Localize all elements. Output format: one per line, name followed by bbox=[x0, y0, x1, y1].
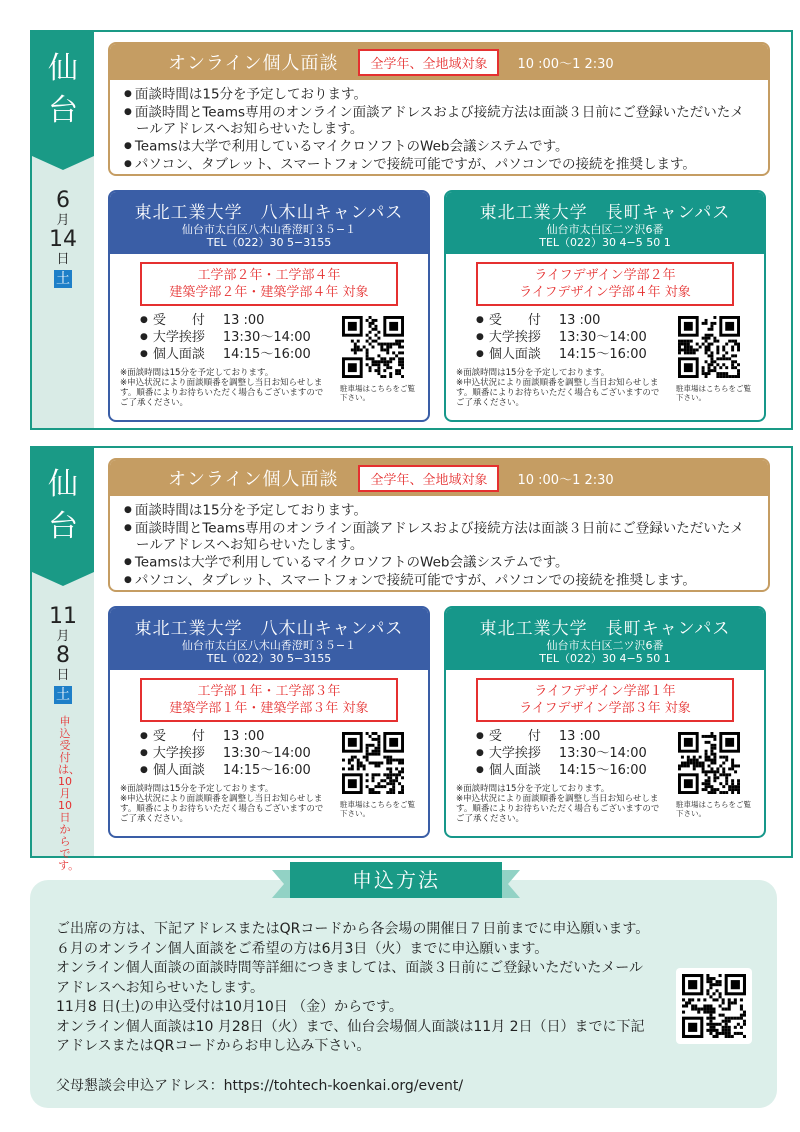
campus-name: 東北工業大学 八木山キャンパス bbox=[134, 619, 404, 639]
target-departments: ライフデザイン学部２年 ライフデザイン学部４年 対象 bbox=[476, 262, 734, 306]
campus-card-nagamachi bbox=[444, 606, 766, 838]
target-departments: ライフデザイン学部１年 ライフデザイン学部３年 対象 bbox=[476, 678, 734, 722]
session-block bbox=[30, 446, 793, 872]
schedule-list: ● 受 付 13 :00 ● 大学挨拶 13:30〜14:00 ● 個人面談 14:15〜16:00 bbox=[140, 728, 311, 779]
list-item: ● 面談時間は15分を予定しております。 bbox=[124, 86, 754, 104]
qr-code-icon[interactable] bbox=[342, 732, 404, 794]
online-title: オンライン個人面談 bbox=[168, 469, 339, 490]
city-label: 仙台 bbox=[32, 32, 94, 156]
campus-name: 東北工業大学 八木山キャンパス bbox=[134, 203, 404, 223]
application-text: ご出席の方は、下記アドレスまたはQRコードから各会場の開催日７日前までに申込願います。 ６月のオンライン個人面談をご希望の方は6月3日（火）までに申込願います。 オンライン個人面談の面談時間等詳細につきましては、面談３日前にご登録いただいたメールアドレスへお知らせいたします。 11月8 日(土)の申込受付は10月10日 （金）からです。 オンライン個人面談は10 月28日（火）まで、仙台会場個人面談は11月 2日（日）までに下記アドレスまたはQRコードからお申し込み下さい。 bbox=[56, 921, 650, 1054]
qr-code-icon[interactable] bbox=[342, 316, 404, 378]
fine-print: ※面談時間は15分を予定しております。 ※申込状況により面談順番を調整し当日お知らせします。順番によりお待ちいただく場合もございますのでご了承ください。 bbox=[456, 784, 660, 824]
campus-address: 仙台市太白区八木山香澄町３５−１ bbox=[181, 639, 357, 652]
qr-code-icon[interactable] bbox=[678, 316, 740, 378]
list-item: ● パソコン、タブレット、スマートフォンで接続可能ですが、パソコンでの接続を推奨します。 bbox=[124, 572, 754, 590]
list-item: ● Teamsは大学で利用しているマイクロソフトのWeb会議システムです。 bbox=[124, 554, 754, 572]
campus-tel: TEL（022）30 4−5 50 1 bbox=[539, 652, 671, 665]
schedule-list: ● 受 付 13 :00 ● 大学挨拶 13:30〜14:00 ● 個人面談 14:15〜16:00 bbox=[476, 728, 647, 779]
campus-address: 仙台市太白区二ツ沢6番 bbox=[546, 639, 664, 652]
online-title: オンライン個人面談 bbox=[168, 53, 339, 74]
list-item: ● 面談時間は15分を予定しております。 bbox=[124, 502, 754, 520]
campus-tel: TEL（022）30 4−5 50 1 bbox=[539, 236, 671, 249]
campus-card-yagiyama bbox=[108, 606, 430, 838]
qr-code-icon[interactable] bbox=[682, 974, 746, 1038]
target-departments: 工学部１年・工学部３年 建築学部１年・建築学部３年 対象 bbox=[140, 678, 398, 722]
date-sidebar bbox=[32, 448, 94, 872]
application-qr[interactable] bbox=[676, 968, 752, 1044]
city-label: 仙台 bbox=[32, 448, 94, 572]
date-sidebar bbox=[32, 32, 94, 428]
day-of-week-badge: 土 bbox=[56, 271, 70, 287]
list-item: ● Teamsは大学で利用しているマイクロソフトのWeb会議システムです。 bbox=[124, 138, 754, 156]
list-item: ● 面談時間とTeams専用のオンライン面談アドレスおよび接続方法は面談３日前にご登録いただいたメールアドレスへお知らせいたします。 bbox=[124, 104, 754, 139]
campus-card-nagamachi bbox=[444, 190, 766, 422]
online-time: 10 :00〜1 2:30 bbox=[517, 472, 614, 488]
fine-print: ※面談時間は15分を予定しております。 ※申込状況により面談順番を調整し当日お知らせします。順番によりお待ちいただく場合もございますのでご了承ください。 bbox=[120, 784, 324, 824]
schedule-list: ● 受 付 13 :00 ● 大学挨拶 13:30〜14:00 ● 個人面談 14:15〜16:00 bbox=[476, 312, 647, 363]
campus-name: 東北工業大学 長町キャンパス bbox=[479, 203, 731, 223]
schedule-list: ● 受 付 13 :00 ● 大学挨拶 13:30〜14:00 ● 個人面談 14:15〜16:00 bbox=[140, 312, 311, 363]
qr-code-icon[interactable] bbox=[678, 732, 740, 794]
list-item: ● 面談時間とTeams専用のオンライン面談アドレスおよび接続方法は面談３日前にご登録いただいたメールアドレスへお知らせいたします。 bbox=[124, 520, 754, 555]
target-departments: 工学部２年・工学部４年 建築学部２年・建築学部４年 対象 bbox=[140, 262, 398, 306]
qr-caption: 駐車場はこちらをご覧下さい。 bbox=[676, 800, 751, 818]
application-note: 申込受付は、10月10日からです。 bbox=[58, 715, 80, 872]
campus-address: 仙台市太白区二ツ沢6番 bbox=[546, 223, 664, 236]
application-ribbon bbox=[290, 862, 502, 902]
session-block bbox=[30, 30, 793, 430]
online-interview-box bbox=[108, 42, 770, 176]
fine-print: ※面談時間は15分を予定しております。 ※申込状況により面談順番を調整し当日お知らせします。順番によりお待ちいただく場合もございますのでご了承ください。 bbox=[456, 368, 660, 408]
session-date: 6 月 14 日 土 bbox=[49, 188, 77, 287]
fine-print: ※面談時間は15分を予定しております。 ※申込状況により面談順番を調整し当日お知らせします。順番によりお待ちいただく場合もございますのでご了承ください。 bbox=[120, 368, 324, 408]
campus-card-yagiyama bbox=[108, 190, 430, 422]
qr-caption: 駐車場はこちらをご覧下さい。 bbox=[676, 384, 751, 402]
session-date: 11 月 8 日 土 bbox=[49, 604, 77, 703]
campus-address: 仙台市太白区八木山香澄町３５−１ bbox=[181, 223, 357, 236]
online-time: 10 :00〜1 2:30 bbox=[517, 56, 614, 72]
target-tag: 全学年、全地域対象 bbox=[358, 49, 499, 76]
day-of-week-badge: 土 bbox=[56, 687, 70, 703]
qr-caption: 駐車場はこちらをご覧下さい。 bbox=[340, 800, 415, 818]
campus-tel: TEL（022）30 5−3155 bbox=[206, 236, 332, 249]
campus-tel: TEL（022）30 5−3155 bbox=[206, 652, 332, 665]
application-title: 申込方法 bbox=[290, 862, 502, 898]
campus-name: 東北工業大学 長町キャンパス bbox=[479, 619, 731, 639]
application-url[interactable]: 父母懇談会申込アドレス：https://tohtech-koenkai.org/event/ bbox=[56, 1078, 464, 1094]
online-notes bbox=[110, 80, 768, 179]
qr-caption: 駐車場はこちらをご覧下さい。 bbox=[340, 384, 415, 402]
online-notes bbox=[110, 496, 768, 595]
online-interview-box bbox=[108, 458, 770, 592]
target-tag: 全学年、全地域対象 bbox=[358, 465, 499, 492]
list-item: ● パソコン、タブレット、スマートフォンで接続可能ですが、パソコンでの接続を推奨します。 bbox=[124, 156, 754, 174]
